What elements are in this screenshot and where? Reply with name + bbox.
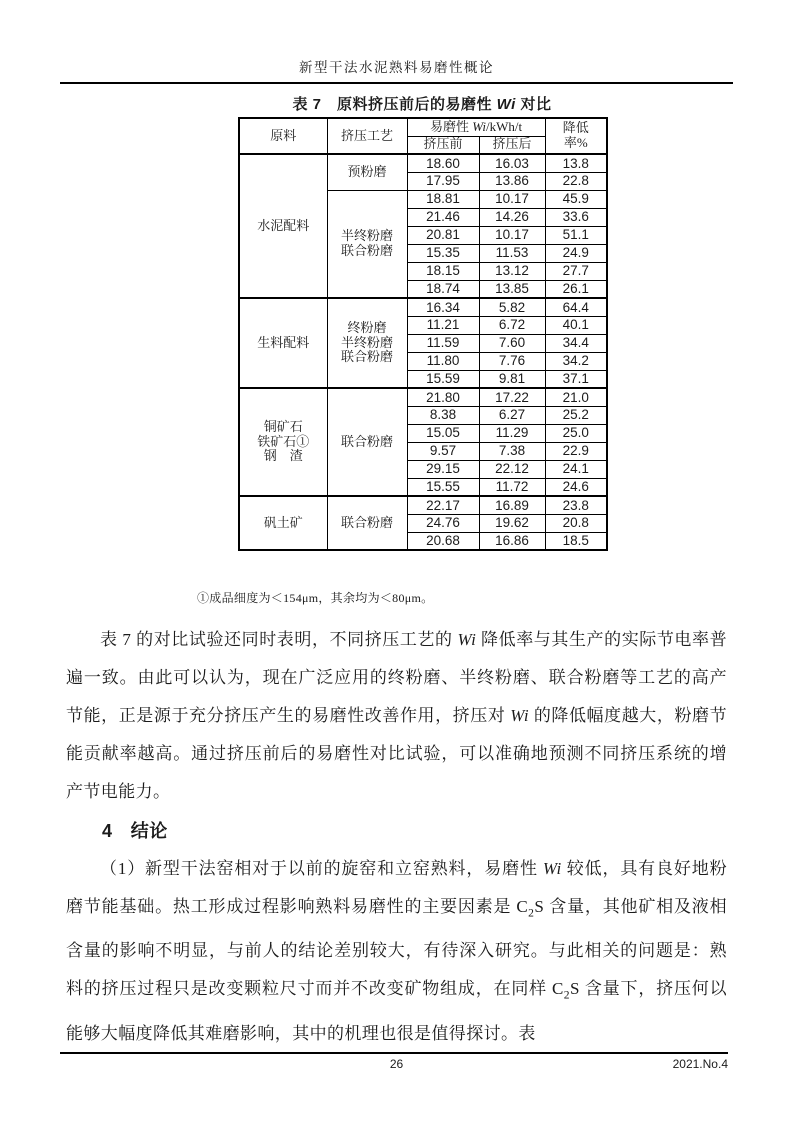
reduction-rate-cell: 34.2 — [545, 352, 607, 370]
process-cell: 终粉磨 半终粉磨 联合粉磨 — [327, 298, 407, 388]
reduction-rate-cell: 22.9 — [545, 442, 607, 460]
page-number: 26 — [389, 1057, 404, 1071]
material-cell: 铜矿石 铁矿石① 钢 渣 — [239, 388, 327, 496]
reduction-rate-cell: 22.8 — [545, 172, 607, 190]
wi-before-cell: 21.80 — [407, 388, 479, 406]
col-grindability-header: 易磨性 Wi/kWh/t — [407, 118, 545, 136]
material-cell: 生料配料 — [239, 298, 327, 388]
wi-before-cell: 18.81 — [407, 190, 479, 208]
process-cell: 预粉磨 — [327, 154, 407, 190]
reduction-rate-cell: 24.1 — [545, 460, 607, 478]
running-header-title: 新型干法水泥熟料易磨性概论 — [299, 60, 494, 75]
wi-before-cell: 20.68 — [407, 532, 479, 550]
process-cell: 联合粉磨 — [327, 496, 407, 550]
wi-after-cell: 7.60 — [479, 334, 545, 352]
col-before-header: 挤压前 — [407, 136, 479, 154]
reduction-rate-cell: 40.1 — [545, 316, 607, 334]
reduction-rate-cell: 13.8 — [545, 154, 607, 172]
wi-after-cell: 16.89 — [479, 496, 545, 514]
col-reduction-header — [545, 118, 607, 154]
reduction-rate-cell: 27.7 — [545, 262, 607, 280]
wi-after-cell: 9.81 — [479, 370, 545, 388]
wi-after-cell: 10.17 — [479, 190, 545, 208]
wi-before-cell: 15.35 — [407, 244, 479, 262]
wi-before-cell: 16.34 — [407, 298, 479, 316]
wi-after-cell: 6.72 — [479, 316, 545, 334]
material-cell: 水泥配料 — [239, 154, 327, 298]
reduction-rate-cell: 26.1 — [545, 280, 607, 298]
reduction-header-line1: 降低 — [562, 120, 589, 136]
wi-after-cell: 6.27 — [479, 406, 545, 424]
table-caption: 表 7 原料挤压前后的易磨性 Wi 对比 — [292, 96, 552, 113]
reduction-rate-cell: 25.2 — [545, 406, 607, 424]
table-header — [239, 118, 607, 154]
wi-after-cell: 13.85 — [479, 280, 545, 298]
wi-before-cell: 24.76 — [407, 514, 479, 532]
wi-comparison-table — [238, 117, 608, 551]
wi-after-cell: 10.17 — [479, 226, 545, 244]
wi-after-cell: 11.29 — [479, 424, 545, 442]
reduction-rate-cell: 24.6 — [545, 478, 607, 496]
wi-after-cell: 7.76 — [479, 352, 545, 370]
table-body — [239, 154, 607, 550]
wi-before-cell: 20.81 — [407, 226, 479, 244]
wi-after-cell: 22.12 — [479, 460, 545, 478]
body-text — [66, 621, 727, 1053]
header-rule — [60, 82, 733, 84]
wi-after-cell: 7.38 — [479, 442, 545, 460]
reduction-rate-cell: 23.8 — [545, 496, 607, 514]
wi-after-cell: 16.03 — [479, 154, 545, 172]
reduction-rate-cell: 20.8 — [545, 514, 607, 532]
wi-after-cell: 19.62 — [479, 514, 545, 532]
reduction-rate-cell: 21.0 — [545, 388, 607, 406]
wi-before-cell: 18.74 — [407, 280, 479, 298]
wi-after-cell: 13.86 — [479, 172, 545, 190]
wi-before-cell: 21.46 — [407, 208, 479, 226]
reduction-rate-cell: 64.4 — [545, 298, 607, 316]
wi-after-cell: 5.82 — [479, 298, 545, 316]
wi-before-cell: 9.57 — [407, 442, 479, 460]
table-footnote: ①成品细度为＜154μm，其余均为＜80μm。 — [197, 591, 434, 605]
reduction-rate-cell: 25.0 — [545, 424, 607, 442]
wi-after-cell: 14.26 — [479, 208, 545, 226]
reduction-rate-cell: 24.9 — [545, 244, 607, 262]
reduction-rate-cell: 45.9 — [545, 190, 607, 208]
col-process-header: 挤压工艺 — [327, 118, 407, 154]
wi-before-cell: 15.59 — [407, 370, 479, 388]
material-cell: 矾土矿 — [239, 496, 327, 550]
wi-before-cell: 11.21 — [407, 316, 479, 334]
paragraph-discussion: 表 7 的对比试验还同时表明，不同挤压工艺的 Wi 降低率与其生产的实际节电率普遍一致。由此可以认为，现在广泛应用的终粉磨、半终粉磨、联合粉磨等工艺的高产节能，正是源于充分挤压产生的易磨性改善作用，挤压对 Wi 的降低幅度越大，粉磨节能贡献率越高。通过挤压前后的易磨性对比试验，可以准确地预测不同挤压系统的增产节电能力。 — [66, 630, 727, 801]
reduction-rate-cell: 51.1 — [545, 226, 607, 244]
wi-after-cell: 13.12 — [479, 262, 545, 280]
reduction-rate-cell: 18.5 — [545, 532, 607, 550]
wi-before-cell: 18.15 — [407, 262, 479, 280]
reduction-rate-cell: 37.1 — [545, 370, 607, 388]
wi-before-cell: 29.15 — [407, 460, 479, 478]
paragraph-conclusion-1: （1）新型干法窑相对于以前的旋窑和立窑熟料，易磨性 Wi 较低，具有良好地粉磨节能基础。热工形成过程影响熟料易磨性的主要因素是 $C_2S$ 含量，其他矿相及液相含量的影响不明显，与前人的结论差别较大，有待深入研究。与此相关的问题是：熟料的挤压过程只是改变颗粒尺寸而并不改变矿物组成，在同样 $C_2S$ 含量下，挤压何以能够大幅度降低其难磨影响，其中的机理也很是值得探讨。表 — [66, 859, 727, 1043]
wi-before-cell: 18.60 — [407, 154, 479, 172]
wi-after-cell: 16.86 — [479, 532, 545, 550]
wi-after-cell: 11.53 — [479, 244, 545, 262]
issue-label: 2021.No.4 — [672, 1057, 728, 1071]
footer-rule — [60, 1052, 728, 1054]
reduction-rate-cell: 33.6 — [545, 208, 607, 226]
process-cell: 半终粉磨 联合粉磨 — [327, 190, 407, 298]
wi-before-cell: 15.55 — [407, 478, 479, 496]
col-material-header: 原料 — [239, 118, 327, 154]
wi-before-cell: 11.80 — [407, 352, 479, 370]
col-after-header: 挤压后 — [479, 136, 545, 154]
section-heading-conclusion: 4 结论 — [102, 821, 168, 841]
wi-before-cell: 15.05 — [407, 424, 479, 442]
reduction-rate-cell: 34.4 — [545, 334, 607, 352]
wi-before-cell: 17.95 — [407, 172, 479, 190]
wi-before-cell: 8.38 — [407, 406, 479, 424]
wi-after-cell: 11.72 — [479, 478, 545, 496]
reduction-header-line2: 率% — [563, 135, 588, 150]
wi-after-cell: 17.22 — [479, 388, 545, 406]
process-cell: 联合粉磨 — [327, 388, 407, 496]
wi-before-cell: 22.17 — [407, 496, 479, 514]
wi-before-cell: 11.59 — [407, 334, 479, 352]
